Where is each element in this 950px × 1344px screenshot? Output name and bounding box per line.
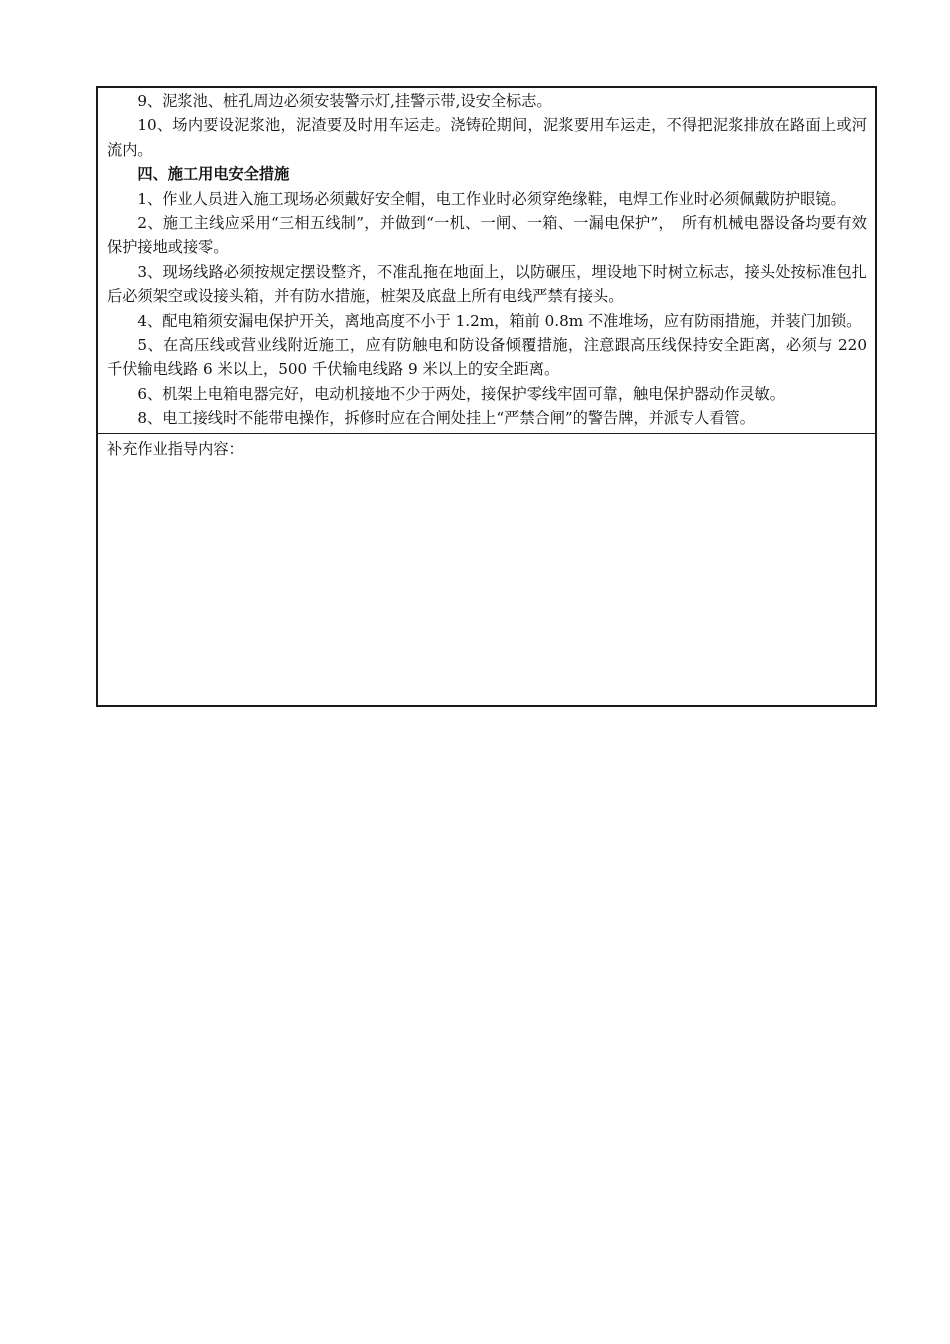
paragraph-2-three-phase-five-wire: 2、施工主线应采用“三相五线制”，并做到“一机、一闸、一箱、一漏电保护”， 所有机械电器设备均要有效保护接地或接零。 (107, 214, 867, 257)
paragraph-6-grounding: 6、机架上电箱电器完好，电动机接地不少于两处，接保护零线牢固可靠，触电保护器动作灵敏。 (137, 384, 785, 403)
safety-measures-cell (98, 88, 875, 434)
supplementary-content-cell (98, 434, 875, 705)
paragraph-5-high-voltage-distance: 5、在高压线或营业线附近施工，应有防触电和防设备倾覆措施，注意跟高压线保持安全距离，必须与 220 千伏输电线路 6 米以上，500 千伏输电线路 9 米以上的安全距离。 (107, 336, 867, 379)
paragraph-9-mud-pit-warning: 9、泥浆池、桩孔周边必须安装警示灯,挂警示带,设安全标志。 (137, 92, 552, 110)
paragraph-8-no-live-work: 8、电工接线时不能带电操作，拆修时应在合闸处挂上“严禁合闸”的警告牌，并派专人看管。 (137, 409, 755, 428)
supplementary-label: 补充作业指导内容： (107, 439, 244, 458)
supplementary-content-area (107, 461, 867, 691)
paragraph-1-protective-gear: 1、作业人员进入施工现场必须戴好安全帽，电工作业时必须穿绝缘鞋，电焊工作业时必须佩戴防护眼镜。 (137, 189, 846, 208)
paragraph-3-line-routing: 3、现场线路必须按规定摆设整齐，不准乱拖在地面上，以防碾压，埋设地下时树立标志，接头处按标准包扎后必须架空或设接头箱，并有防水措施，桩架及底盘上所有电线严禁有接头。 (107, 262, 867, 306)
paragraph-4-distribution-box: 4、配电箱须安漏电保护开关，离地高度不小于 1.2m，箱前 0.8m 不准堆场，应有防雨措施，并装门加锁。 (137, 311, 862, 330)
instruction-table (96, 86, 877, 707)
section-heading-electrical-safety: 四、施工用电安全措施 (137, 165, 290, 184)
paragraph-10-mud-disposal: 10、场内要设泥浆池，泥渣要及时用车运走。浇铸砼期间，泥浆要用车运走，不得把泥浆排放在路面上或河流内。 (107, 116, 867, 159)
